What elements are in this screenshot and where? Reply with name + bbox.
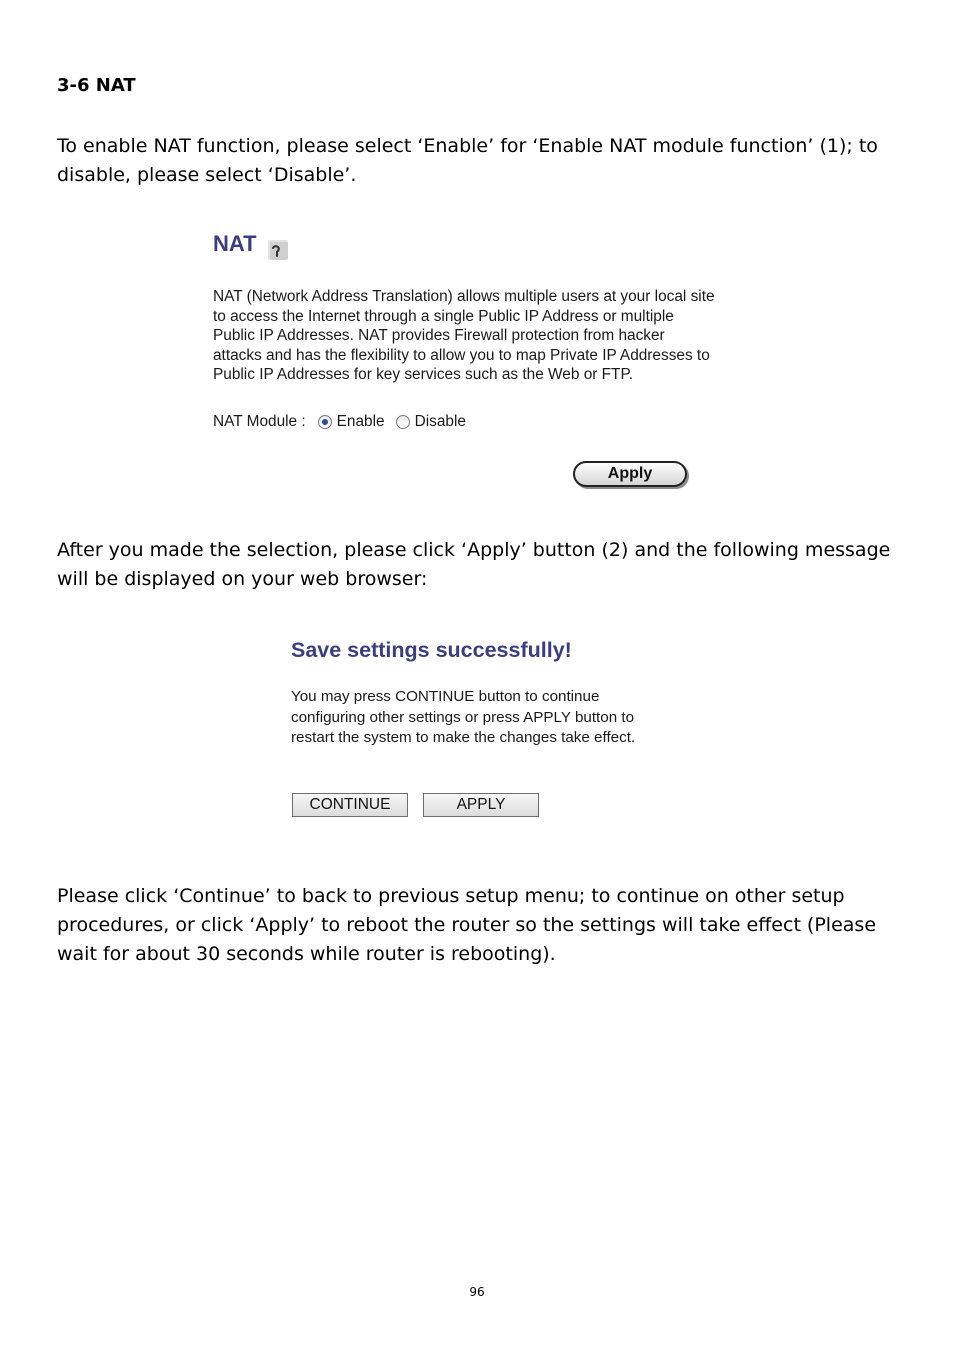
enable-radio[interactable] bbox=[318, 415, 332, 429]
nat-description-line: to access the Internet through a single Public IP Address or multiple bbox=[213, 307, 674, 325]
save-description-line: You may press CONTINUE button to continue bbox=[291, 688, 600, 705]
enable-radio-label[interactable]: Enable bbox=[336, 413, 385, 430]
nat-module-label: NAT Module : bbox=[213, 413, 306, 430]
nat-description-line: Public IP Addresses for key services such as the Web or FTP. bbox=[213, 366, 634, 384]
apply-reboot-button[interactable]: APPLY bbox=[423, 793, 539, 817]
save-title: Save settings successfully! bbox=[291, 638, 572, 662]
apply-button[interactable]: Apply bbox=[573, 461, 687, 487]
save-description bbox=[291, 687, 671, 749]
nat-description bbox=[213, 287, 738, 385]
section-heading: 3-6 NAT bbox=[57, 75, 136, 96]
nat-settings-screenshot bbox=[213, 228, 743, 498]
after-selection-paragraph: After you made the selection, please click ‘Apply’ button (2) and the following message will be displayed on your web browser: bbox=[57, 539, 891, 590]
continue-button[interactable]: CONTINUE bbox=[292, 793, 408, 817]
nat-description-line: attacks and has the flexibility to allow you to map Private IP Addresses to bbox=[213, 346, 710, 364]
save-settings-screenshot bbox=[291, 636, 671, 826]
nat-module-row bbox=[213, 413, 466, 431]
nat-description-line: Public IP Addresses. NAT provides Firewall protection from hacker bbox=[213, 327, 665, 345]
nat-description-line: NAT (Network Address Translation) allows multiple users at your local site bbox=[213, 288, 715, 305]
save-description-line: configuring other settings or press APPLY button to bbox=[291, 708, 635, 726]
intro-paragraph: To enable NAT function, please select ‘Enable’ for ‘Enable NAT module function’ (1); to disable, please select ‘Disable’. bbox=[57, 135, 878, 186]
page-number: 96 bbox=[469, 1285, 485, 1299]
disable-radio-label[interactable]: Disable bbox=[414, 413, 466, 430]
help-icon[interactable] bbox=[266, 238, 290, 262]
closing-paragraph: Please click ‘Continue’ to back to previous setup menu; to continue on other setup procedures, or click ‘Apply’ to reboot the router so the settings will take effect (Please wait for about 30 seconds while router is rebooting). bbox=[57, 885, 877, 965]
save-description-line: restart the system to make the changes take effect. bbox=[291, 729, 636, 747]
disable-radio[interactable] bbox=[396, 415, 410, 429]
nat-title: NAT bbox=[213, 231, 257, 256]
